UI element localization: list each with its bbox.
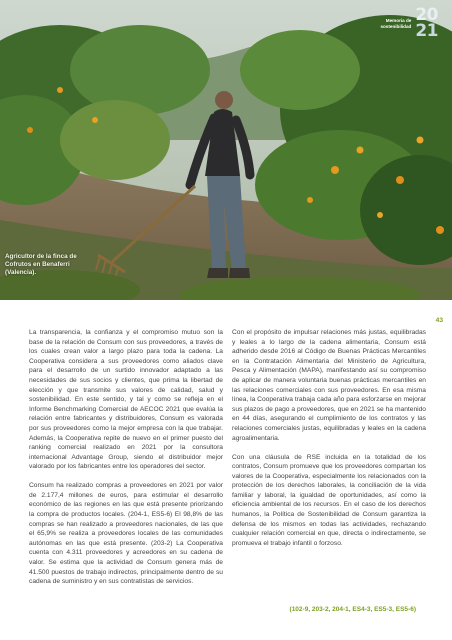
- gri-references: (102-9, 203-2, 204-1, ES4-3, ES5-3, ES5-6): [289, 606, 416, 613]
- report-label: [380, 18, 411, 29]
- photo-caption: Agricultor de la finca de Cofrutos en Benaferri (Valencia).: [5, 253, 77, 276]
- report-label-line-2: sostenibilidad: [380, 23, 412, 29]
- page-number: 43: [435, 317, 443, 324]
- report-label-line-1: Memoria de: [385, 18, 412, 24]
- paragraph: Con una cláusula de RSE incluida en la totalidad de los contratos, Consum promueve que los proveedores compartan los valores de la Cooperativa, especialmente los relacionados con la protección de los derechos laborales, la conciliación de la vida familiar y laboral, la igualdad de oportunidades, así como la eficiencia ambiental de los recursos. En el caso de los derechos humanos, la Política de Sostenibilidad de Consum garantiza la defensa de los mismos en todas las actividades, rechazando cualquier relación comercial en que, directa o indirectamente, se promueva el trabajo infantil o forzoso.: [232, 453, 426, 547]
- paragraph: La transparencia, la confianza y el compromiso mutuo son la base de la relación de Consum con sus proveedores, a través de los cuales crean valor a largo plazo para toda la cadena. La Cooperativa considera a sus proveedores como aliados clave para el desarrollo de un surtido innovador adaptado a las necesidades de sus socios y clientes, que prima la libertad de elección y que transmite sus valores de calidad, salud y sostenibilidad. En este sentido, y tal y como se refleja en el Informe Benchmarking Comercial de AECOC 2021 que evalúa la relación entre fabricantes y distribuidores, Consum es valorada por sus proveedores como la mejor empresa con la que trabajar. Además, la Cooperativa repite de nuevo en el primer puesto del ranking comercial realizado en 2021 por la consultora internacional Advantage Group, siendo el distribuidor mejor valorado por los fabricantes entre los operadores del sector.: [29, 329, 223, 471]
- year-bottom: 21: [415, 20, 438, 41]
- right-column: [232, 328, 426, 558]
- report-badge: [380, 5, 438, 41]
- paragraph: Con el propósito de impulsar relaciones más justas, equilibradas y leales a lo largo de la cadena alimentaria, Consum está adherido desde 2016 al Código de Buenas Prácticas Mercantiles en la Contratación Alimentaria del Ministerio de Agricultura, Pesca y Alimentación (MAPA), manifestando así su compromiso de aplicar de manera voluntaria buenas prácticas mercantiles en las relaciones comerciales con sus proveedores. En esa misma línea, la Cooperativa trabaja cada año para esforzarse en mejorar sus plazos de pago a proveedores, que en 2021 se ha mantenido en 44 días, asegurando el cumplimiento de los contratos y las relaciones comerciales justas, equilibradas y leales en la cadena agroalimentaria.: [232, 329, 426, 442]
- paragraph: Consum ha realizado compras a proveedores en 2021 por valor de 2.177,4 millones de euros, para estimular el desarrollo económico de las regiones en las que está presente priorizando la compra de productos locales. (204-1, ES5-6) El 98,8% de las compras se han realizado a proveedores nacionales, de las que el 65,9% se realiza a proveedores locales de las comunidades autónomas en las que está presente. (203-2) La Cooperativa cuenta con 4.311 proveedores y acreedores en su cadena de valor. Se estima que la actividad de Consum genera más de 41.500 puestos de trabajo indirectos, principalmente dentro de su cadena de suministro y en sus contratistas de servicios.: [29, 482, 223, 586]
- year-top: 20: [415, 5, 438, 25]
- left-column: [29, 328, 223, 596]
- report-year: [415, 5, 438, 41]
